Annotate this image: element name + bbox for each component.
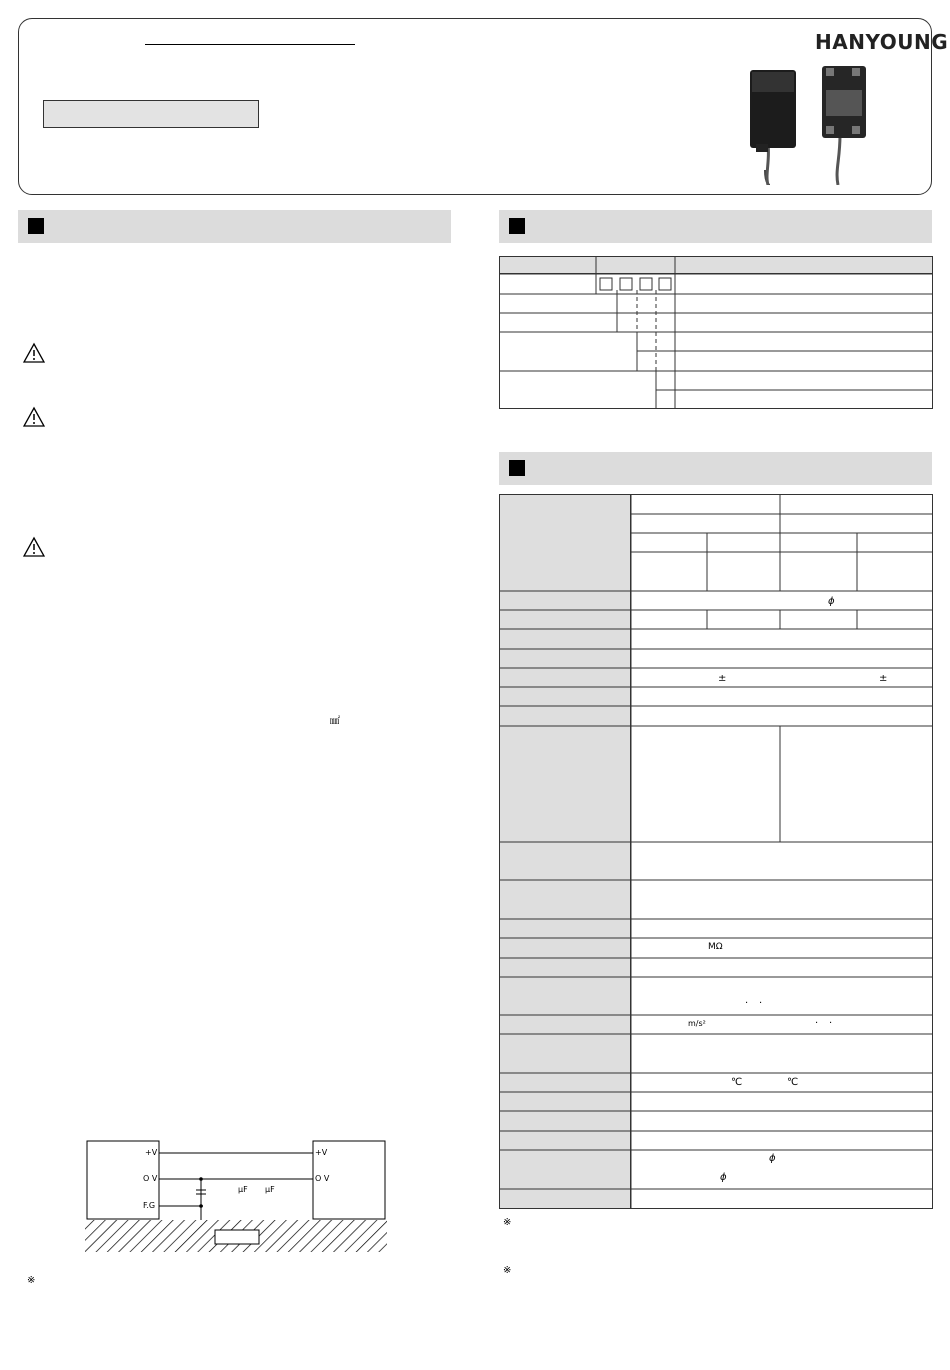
- capacitor-label: μF: [238, 1185, 248, 1194]
- note-mark: ※: [27, 1275, 36, 1286]
- dot-symbol: ·: [829, 1018, 833, 1029]
- phi-symbol: ϕ: [828, 596, 835, 607]
- warning-icon: [23, 536, 45, 558]
- accel-unit: m/s²: [688, 1019, 706, 1028]
- terminal-left-fg: F.G: [143, 1201, 156, 1210]
- plus-minus-symbol: ±: [879, 673, 888, 684]
- warning-icon: [23, 342, 45, 364]
- brand-logo: HANYOUNG: [815, 30, 949, 54]
- celsius-unit: ℃: [731, 1077, 743, 1088]
- section-bar-left: [18, 210, 451, 243]
- model-title-box: [43, 100, 259, 128]
- note-mark: ※: [503, 1217, 512, 1228]
- phi-symbol: ϕ: [769, 1153, 776, 1164]
- title-underline: [145, 44, 355, 45]
- terminal-right-0v: O V: [315, 1174, 330, 1183]
- wiring-diagram: [85, 1138, 387, 1254]
- plus-minus-symbol: ±: [718, 673, 727, 684]
- specifications-table: [499, 494, 933, 1210]
- section-square-icon: [28, 218, 44, 234]
- section-square-icon: [509, 218, 525, 234]
- dot-symbol: ·: [815, 1018, 819, 1029]
- terminal-left-0v: O V: [143, 1174, 158, 1183]
- megaohm-unit: MΩ: [708, 942, 723, 952]
- mm2-unit: ㎟: [330, 716, 340, 727]
- dot-symbol: ·: [745, 998, 749, 1009]
- section-square-icon: [509, 460, 525, 476]
- capacitor-label: μF: [265, 1185, 275, 1194]
- celsius-unit: ℃: [787, 1077, 799, 1088]
- phi-symbol: ϕ: [720, 1172, 727, 1183]
- dot-symbol: ·: [759, 998, 763, 1009]
- section-bar-specifications: [499, 452, 932, 485]
- section-bar-ordering: [499, 210, 932, 243]
- note-mark: ※: [503, 1265, 512, 1276]
- ordering-code-table: [499, 256, 933, 410]
- terminal-right-pv: +V: [315, 1148, 328, 1157]
- warning-icon: [23, 406, 45, 428]
- terminal-left-pv: +V: [145, 1148, 158, 1157]
- product-photo: [740, 60, 880, 185]
